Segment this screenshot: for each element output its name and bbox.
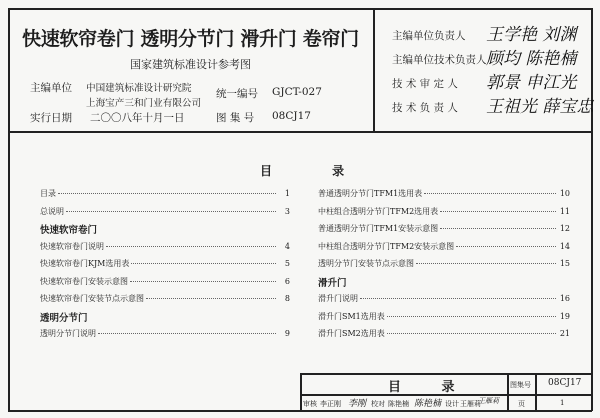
toc-entry-page: 12 bbox=[559, 224, 570, 233]
toc-leader-dots bbox=[58, 193, 276, 194]
sign-row-2 bbox=[392, 52, 487, 67]
toc-entry-page: 1 bbox=[284, 189, 290, 198]
toc-entry-label: 滑升门SM2选用表 bbox=[318, 329, 385, 338]
frame-right bbox=[591, 8, 593, 411]
toc-leader-dots bbox=[424, 193, 556, 194]
toc-entry-label: 透明分节门安装节点示意图 bbox=[318, 259, 414, 268]
toc-entry-page: 3 bbox=[284, 206, 290, 216]
toc-leader-dots bbox=[416, 263, 556, 264]
sign-role: 技 术 审 定 人 bbox=[392, 78, 458, 90]
toc-entry-page: 4 bbox=[284, 241, 290, 251]
designer-name: 王雁莉 bbox=[460, 400, 481, 408]
editor-unit-label: 主编单位 bbox=[30, 82, 72, 94]
toc-section-heading: 透明分节门 bbox=[40, 312, 88, 324]
toc-entry-page: 10 bbox=[559, 189, 570, 198]
toc-entry-label: 目录 bbox=[40, 189, 56, 198]
toc-entry[interactable] bbox=[40, 241, 290, 252]
toc-title: 目 录 bbox=[260, 164, 373, 178]
atlas-number-label: 图 集 号 bbox=[216, 112, 255, 124]
effective-date: 二〇〇八年十月一日 bbox=[90, 112, 185, 124]
toc-entry[interactable] bbox=[40, 328, 290, 339]
sign-row-1 bbox=[392, 28, 466, 43]
toc-leader-dots bbox=[440, 211, 556, 212]
page-number: 1 bbox=[560, 399, 565, 407]
toc-entry-page: 14 bbox=[559, 241, 570, 251]
toc-entry-page: 11 bbox=[559, 206, 570, 216]
editor-unit-1: 中国建筑标准设计研究院 bbox=[86, 83, 192, 94]
toc-entry-label: 滑升门说明 bbox=[318, 294, 358, 303]
toc-entry-label: 快速软帘卷门安装节点示意图 bbox=[40, 294, 144, 303]
title-block-atlas-no: 08CJ17 bbox=[548, 378, 582, 388]
designer-signature: 王雁莉 bbox=[478, 397, 499, 405]
signature-4: 王祖光 薛宝忠 bbox=[486, 97, 594, 117]
header-bottom-line bbox=[8, 131, 592, 133]
toc-entry[interactable] bbox=[318, 311, 570, 322]
toc-leader-dots bbox=[146, 298, 276, 299]
signature-2: 顾均 陈艳楠 bbox=[486, 49, 577, 69]
toc-leader-dots bbox=[387, 333, 556, 334]
toc-leader-dots bbox=[360, 298, 556, 299]
sign-role: 主编单位负责人 bbox=[392, 30, 466, 42]
effective-date-label: 实行日期 bbox=[30, 112, 72, 124]
title-block-div-atlasno bbox=[535, 373, 537, 411]
reviewer-name: 李正刚 bbox=[320, 400, 341, 408]
toc-entry-label: 中柱组合透明分节门TFM2选用表 bbox=[318, 206, 439, 216]
toc-entry[interactable] bbox=[40, 188, 290, 199]
toc-entry[interactable] bbox=[318, 206, 570, 217]
frame-top bbox=[8, 8, 592, 10]
toc-entry-label: 快速软帘卷门安装示意图 bbox=[40, 276, 128, 286]
toc-entry[interactable] bbox=[318, 223, 570, 234]
toc-entry-label: 透明分节门说明 bbox=[40, 329, 96, 338]
toc-leader-dots bbox=[131, 263, 276, 264]
title-block-div-atlas bbox=[507, 373, 509, 411]
toc-entry[interactable] bbox=[318, 188, 570, 199]
toc-entry[interactable] bbox=[40, 276, 290, 287]
toc-entry[interactable] bbox=[318, 328, 570, 339]
sign-role: 主编单位技术负责人 bbox=[392, 54, 487, 66]
sign-row-4 bbox=[392, 100, 458, 115]
toc-leader-dots bbox=[98, 333, 276, 334]
toc-entry-page: 9 bbox=[284, 329, 290, 338]
toc-entry-page: 5 bbox=[284, 259, 290, 268]
checker-signature: 陈艳楠 bbox=[414, 399, 442, 409]
toc-leader-dots bbox=[106, 246, 276, 247]
frame-left bbox=[8, 8, 10, 411]
toc-entry-label: 总说明 bbox=[40, 206, 64, 216]
toc-entry[interactable] bbox=[40, 293, 290, 304]
atlas-number: 08CJ17 bbox=[272, 110, 311, 122]
toc-entry-label: 快速软帘卷门说明 bbox=[40, 241, 104, 251]
title-block-top bbox=[300, 373, 592, 375]
toc-entry[interactable] bbox=[318, 258, 570, 269]
toc-entry-page: 15 bbox=[559, 259, 570, 268]
toc-leader-dots bbox=[130, 281, 276, 282]
document-title: 快速软帘卷门 透明分节门 滑升门 卷帘门 bbox=[22, 28, 359, 50]
unified-number-label: 统一编号 bbox=[216, 88, 258, 100]
sign-role: 技 术 负 责 人 bbox=[392, 102, 458, 114]
check-label: 校对 bbox=[371, 400, 385, 408]
toc-entry-page: 16 bbox=[559, 294, 570, 303]
header-split-line bbox=[373, 8, 375, 132]
toc-entry-page: 8 bbox=[284, 294, 290, 303]
document-subtitle: 国家建筑标准设计参考图 bbox=[130, 58, 251, 71]
toc-leader-dots bbox=[66, 211, 276, 212]
title-block-name: 目 录 bbox=[388, 380, 473, 395]
design-label: 设计 bbox=[445, 400, 459, 408]
page-label: 页 bbox=[518, 400, 525, 408]
toc-entry-label: 滑升门SM1选用表 bbox=[318, 311, 385, 321]
toc-entry-page: 19 bbox=[559, 311, 570, 321]
toc-entry-page: 21 bbox=[559, 329, 570, 338]
toc-leader-dots bbox=[440, 228, 556, 229]
toc-entry[interactable] bbox=[318, 293, 570, 304]
toc-entry-label: 普通透明分节门TFM1安装示意图 bbox=[318, 224, 439, 233]
toc-leader-dots bbox=[387, 316, 556, 317]
toc-entry-label: 快速软帘卷门KJM选用表 bbox=[40, 259, 130, 268]
editor-unit-2: 上海宝产三和门业有限公司 bbox=[86, 98, 202, 109]
toc-entry[interactable] bbox=[40, 206, 290, 217]
toc-entry[interactable] bbox=[40, 258, 290, 269]
signature-1: 王学艳 刘渊 bbox=[486, 25, 577, 45]
toc-section-heading: 滑升门 bbox=[318, 277, 347, 289]
reviewer-signature: 李刚 bbox=[348, 399, 367, 409]
toc-entry-label: 中柱组合透明分节门TFM2安装示意图 bbox=[318, 241, 455, 251]
toc-section-heading: 快速软帘卷门 bbox=[40, 225, 98, 236]
toc-entry-label: 普通透明分节门TFM1选用表 bbox=[318, 189, 423, 198]
signature-3: 郭景 申江光 bbox=[486, 73, 577, 93]
unified-number: GJCT-027 bbox=[272, 86, 322, 98]
sign-row-3 bbox=[392, 76, 458, 91]
toc-entry-page: 6 bbox=[284, 276, 290, 286]
toc-entry[interactable] bbox=[318, 241, 570, 252]
checker-name: 陈艳楠 bbox=[388, 400, 409, 408]
review-label: 审核 bbox=[303, 400, 317, 408]
title-block-atlas-label: 图集号 bbox=[510, 381, 531, 389]
title-block-left bbox=[300, 373, 302, 411]
toc-leader-dots bbox=[456, 246, 556, 247]
